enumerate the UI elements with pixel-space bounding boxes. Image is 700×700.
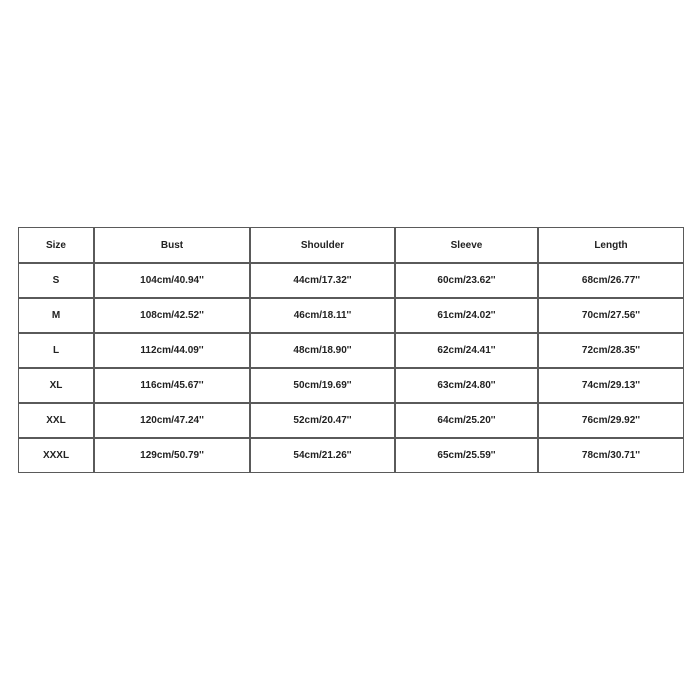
cell-length: 72cm/28.35'' [538, 333, 684, 368]
cell-length: 78cm/30.71'' [538, 438, 684, 473]
cell-sleeve: 61cm/24.02'' [395, 298, 538, 333]
header-size: Size [18, 227, 94, 263]
cell-shoulder: 46cm/18.11'' [250, 298, 395, 333]
cell-sleeve: 63cm/24.80'' [395, 368, 538, 403]
table-row [18, 333, 684, 368]
cell-size: XXL [18, 403, 94, 438]
cell-length: 74cm/29.13'' [538, 368, 684, 403]
cell-size: M [18, 298, 94, 333]
table-row [18, 298, 684, 333]
cell-shoulder: 52cm/20.47'' [250, 403, 395, 438]
cell-size: XL [18, 368, 94, 403]
table-row [18, 403, 684, 438]
cell-sleeve: 65cm/25.59'' [395, 438, 538, 473]
cell-bust: 129cm/50.79'' [94, 438, 250, 473]
cell-size: XXXL [18, 438, 94, 473]
cell-sleeve: 64cm/25.20'' [395, 403, 538, 438]
cell-size: S [18, 263, 94, 298]
cell-shoulder: 54cm/21.26'' [250, 438, 395, 473]
cell-bust: 108cm/42.52'' [94, 298, 250, 333]
header-row [18, 227, 684, 263]
table-row [18, 438, 684, 473]
header-bust: Bust [94, 227, 250, 263]
cell-sleeve: 62cm/24.41'' [395, 333, 538, 368]
cell-bust: 120cm/47.24'' [94, 403, 250, 438]
cell-bust: 112cm/44.09'' [94, 333, 250, 368]
cell-bust: 116cm/45.67'' [94, 368, 250, 403]
cell-bust: 104cm/40.94'' [94, 263, 250, 298]
header-shoulder: Shoulder [250, 227, 395, 263]
size-chart-table [18, 227, 684, 473]
table-row [18, 368, 684, 403]
cell-shoulder: 44cm/17.32'' [250, 263, 395, 298]
header-sleeve: Sleeve [395, 227, 538, 263]
cell-shoulder: 48cm/18.90'' [250, 333, 395, 368]
cell-sleeve: 60cm/23.62'' [395, 263, 538, 298]
cell-shoulder: 50cm/19.69'' [250, 368, 395, 403]
cell-size: L [18, 333, 94, 368]
cell-length: 70cm/27.56'' [538, 298, 684, 333]
cell-length: 68cm/26.77'' [538, 263, 684, 298]
cell-length: 76cm/29.92'' [538, 403, 684, 438]
header-length: Length [538, 227, 684, 263]
table-row [18, 263, 684, 298]
